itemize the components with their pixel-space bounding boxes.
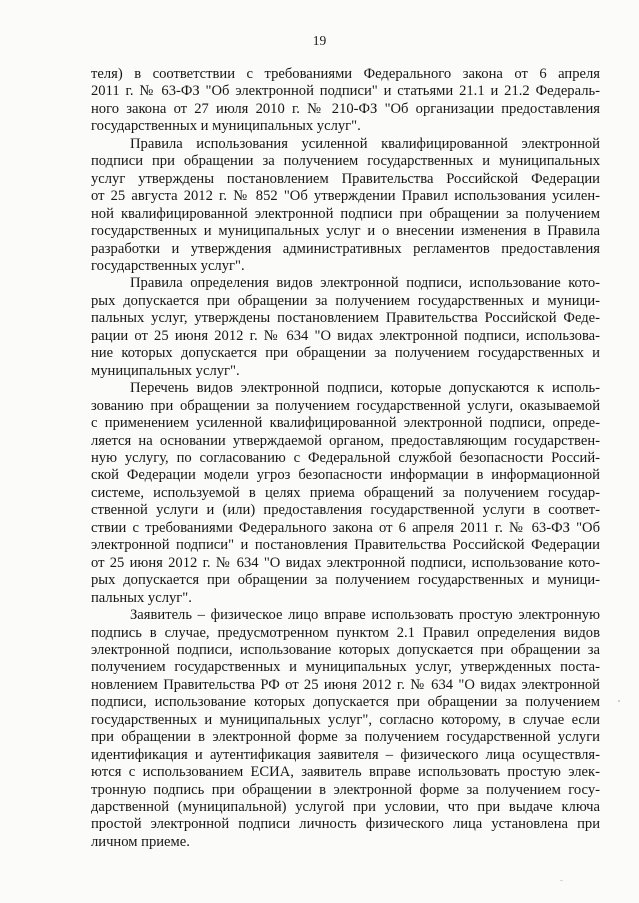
text-line: зованию при обращении за получением государственной услуги, оказываемой xyxy=(91,397,600,414)
document-body xyxy=(91,66,600,851)
text-line: подписи при обращении за получением государственных и муниципальных xyxy=(91,153,600,170)
text-line: Правила определения видов электронной подписи, использование кото- xyxy=(130,275,600,292)
text-line: рых допускается при обращении за получением государственных и муници- xyxy=(91,572,600,589)
scan-speck xyxy=(560,880,563,881)
text-line: от 25 июня 2012 г. № 634 "О видах электронной подписи, использование кото- xyxy=(91,554,600,571)
text-line: электронной подписи, использование которых допускается при обращении за xyxy=(91,641,600,658)
paragraph xyxy=(91,607,600,851)
text-line: Перечень видов электронной подписи, которые допускаются к исполь- xyxy=(130,380,600,397)
text-line: муниципальных услуг". xyxy=(91,362,240,379)
text-line: идентификация и аутентификация заявителя – физического лица осуществля- xyxy=(91,746,600,763)
text-line: подписи, использование которых допускается при обращении за получением xyxy=(91,694,600,711)
text-line: электронной подписи" и постановления Правительства Российской Федерации xyxy=(91,537,600,554)
text-line: ного закона от 27 июля 2010 г. № 210-ФЗ "Об организации предоставления xyxy=(91,100,600,117)
text-line: услуг утверждены постановлением Правительства Российской Федерации xyxy=(91,170,600,187)
text-line: теля) в соответствии с требованиями Федерального закона от 6 апреля xyxy=(91,66,600,82)
text-line: системе, используемой в целях приема обращений за получением государ- xyxy=(91,484,600,501)
text-line: пальных услуг, утверждены постановлением Правительства Российской Феде- xyxy=(91,310,600,327)
text-line: новлением Правительства РФ от 25 июня 2012 г. № 634 "О видах электронной xyxy=(91,676,600,693)
text-line: государственных и муниципальных услуг и о внесении изменения в Правила xyxy=(91,223,600,240)
text-line: при обращении в электронной форме за получением государственной услуги xyxy=(91,729,600,746)
text-line: ствии с требованиями Федерального закона от 6 апреля 2011 г. № 63-ФЗ "Об xyxy=(91,519,600,536)
text-line: рации от 25 июня 2012 г. № 634 "О видах электронной подписи, использова- xyxy=(91,327,600,344)
text-line: государственных и муниципальных услуг", согласно которому, в случае если xyxy=(91,711,600,728)
paragraph xyxy=(91,66,600,136)
text-line: 2011 г. № 63-ФЗ "Об электронной подписи" и статьями 21.1 и 21.2 Федераль- xyxy=(91,83,600,100)
text-line: пальных услуг". xyxy=(91,589,192,606)
text-line: простой электронной подписи личность физического лица установлена при xyxy=(91,816,600,833)
page-number: 19 xyxy=(312,33,327,48)
text-line: ственной услуги и (или) предоставления государственной услуги в соответ- xyxy=(91,502,600,519)
text-line: ются с использованием ЕСИА, заявитель вправе использовать простую элек- xyxy=(91,764,600,781)
text-line: от 25 августа 2012 г. № 852 "Об утверждении Правил использования усилен- xyxy=(91,188,600,205)
paragraph xyxy=(91,275,600,380)
text-line: разработки и утверждения административных регламентов предоставления xyxy=(91,240,600,257)
text-line: тронную подпись при обращении в электронной форме за получением госу- xyxy=(91,781,600,798)
text-line: личном приеме. xyxy=(91,833,190,850)
text-line: ской Федерации модели угроз безопасности информации в информационной xyxy=(91,467,600,484)
text-line: государственных услуг". xyxy=(91,257,245,274)
text-line: рых допускается при обращении за получением государственных и муници- xyxy=(91,292,600,309)
paragraph xyxy=(91,136,600,276)
text-line: Заявитель – физическое лицо вправе использовать простую электронную xyxy=(130,607,600,624)
text-line: государственных и муниципальных услуг". xyxy=(91,118,361,135)
text-line: ляется на основании утверждаемой органом, предоставляющим государствен- xyxy=(91,432,600,449)
text-line: подпись в случае, предусмотренном пунктом 2.1 Правил определения видов xyxy=(91,624,600,641)
text-line: получением государственных и муниципальных услуг, утвержденных поста- xyxy=(91,659,600,676)
paragraph xyxy=(91,380,600,607)
text-line: ную услугу, по согласованию с Федеральной службой безопасности Россий- xyxy=(91,449,600,466)
scan-speck xyxy=(618,700,620,702)
text-line: ние которых допускается при обращении за получением государственных и xyxy=(91,345,600,362)
text-line: Правила использования усиленной квалифицированной электронной xyxy=(130,135,600,152)
text-line: дарственной (муниципальной) услугой при условии, что при выдаче ключа xyxy=(91,799,600,816)
text-line: с применением усиленной квалифицированной электронной подписи, опреде- xyxy=(91,415,600,432)
text-line: ной квалифицированной электронной подписи при обращении за получением xyxy=(91,205,600,222)
